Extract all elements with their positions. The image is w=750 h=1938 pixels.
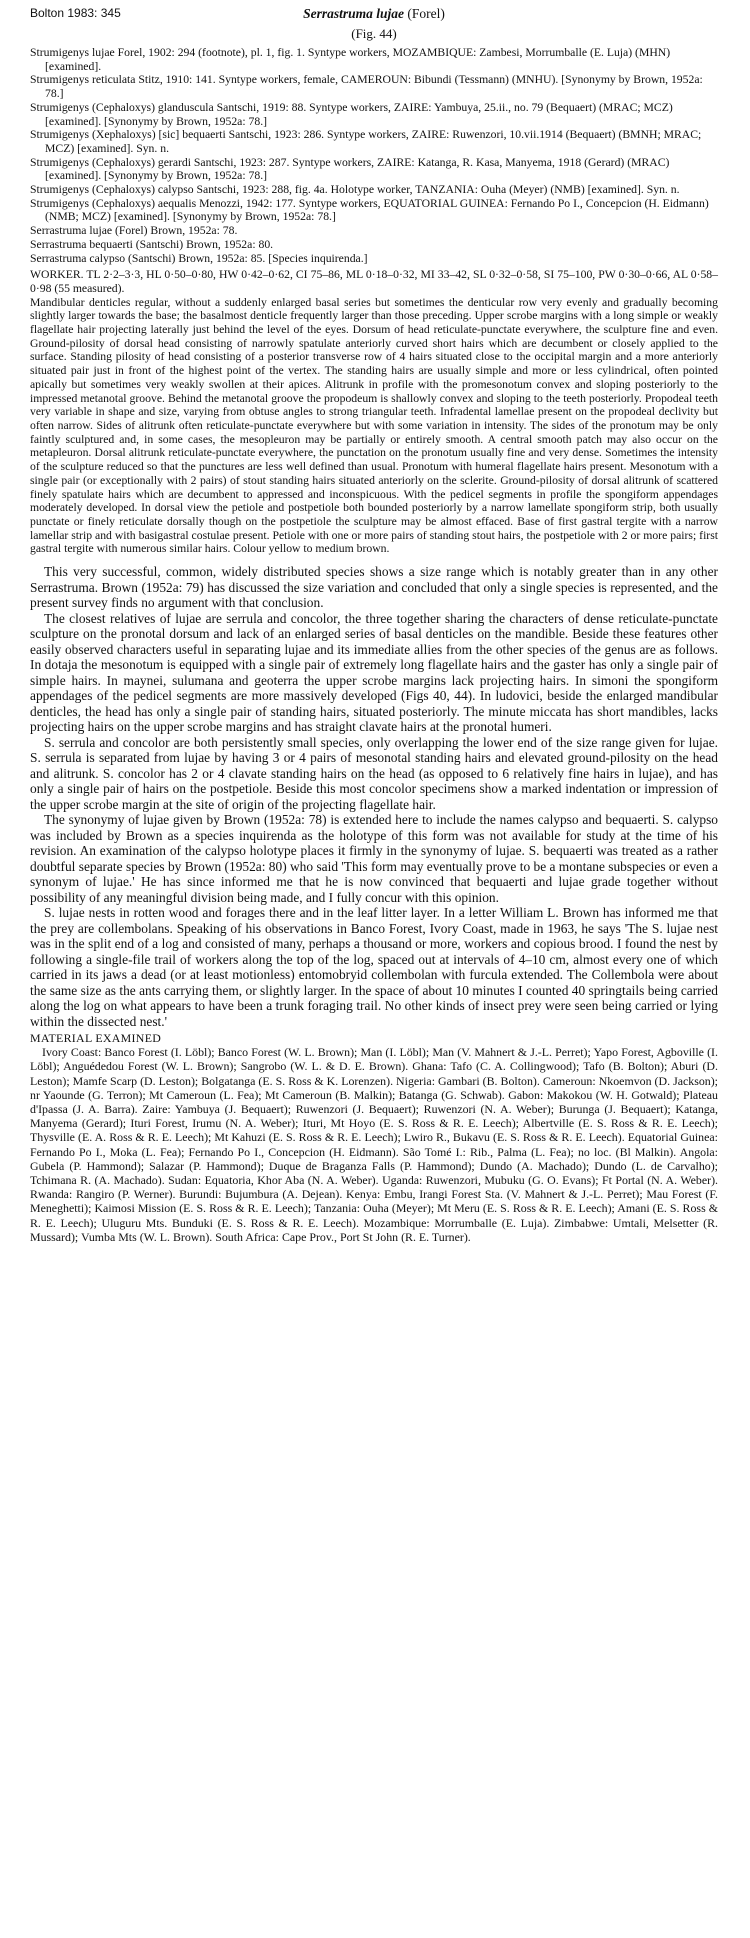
figure-reference: (Fig. 44) [351,26,397,41]
material-text: Ivory Coast: Banco Forest (I. Löbl); Banco Forest (W. L. Brown); Man (I. Löbl); Man (V. Mahnert & J.-L. Perret); Yapo Forest, Agboville (I. Löbl); Anguédedou Forest (W. L. Brown); Sangrobo (W. L. & D. E. Brown). Ghana: Tafo (C. A. Collingwood); Tafo (B. Bolton); Aburi (D. Leston); Mamfe Scarp (D. Leston); Bolgatanga (E. S. Ross & K. Lorenzen). Nigeria: Gambari (B. Bolton). Cameroun: Nkoemvon (D. Jackson); nr Yaounde (G. Terron); Mt Cameroun (L. Fea); Mt Cameroun (B. Malkin); Batanga (G. Schwab). Gabon: Makokou (W. H. Gotwald); Plateau d'Ipassa (J. A. Barra). Zaire: Yambuya (J. Bequaert); Ruwenzori (J. Bequaert); Ruwenzori (N. A. Weber); Burunga (J. Bequaert); Katanga, Manyema (Gerard); Ituri Forest, Irumu (N. A. Weber); Ituri, Mt Hoyo (E. S. Ross & R. E. Leech); Albertville (E. S. Ross & R. E. Leech); Thysville (E. A. Ross & R. E. Leech); Mt Kahuzi (E. S. Ross & R. E. Leech); Lwiro R., Bukavu (E. S. Ross & R. E. Leech). Equatorial Guinea: Fernando Po I., Moka (L. Fea); Fernando Po I., Concepcion (H. Eidmann). São Tomé I.: Rib., Palma (L. Fea); no loc. (Bl Malkin). Angola: Gubela (P. Hammond); Salazar (P. Hammond); Duque de Braganza Falls (P. Hammond); Dundo (A. Machado); Dundo (L. de Carvalho); Tchimana R. (A. Machado). Sudan: Equatoria, Khor Aba (N. A. Weber). Uganda: Ruwenzori, Mubuku (G. O. Evans); Ft Portal (N. A. Weber). Rwanda: Rangiro (P. Werner). Burundi: Bujumbura (A. Dejean). Kenya: Embu, Irangi Forest Sta. (V. Mahnert & J.-L. Perret); Mau Forest (F. Meneghetti); Kaimosi Mission (E. S. Ross & R. E. Leech); Tanzania: Ouha (Meyer); Mt Meru (E. S. Ross & R. E. Leech); Amani (E. S. Ross & R. E. Leech); Uluguru Mts. Bunduki (E. S. Ross & R. E. Leech). Mozambique: Morrumballe (E. Luja). Zimbabwe: Umtali, Melsetter (R. Mussard); Vumba Mts (W. L. Brown). South Africa: Cape Prov., Port St John (R. E. Turner). [30,1045,718,1244]
discussion [30,564,718,1029]
synonymy-entry: Strumigenys lujae Forel, 1902: 294 (footnote), pl. 1, fig. 1. Syntype workers, MOZAMBIQUE: Zambesi, Morrumballe (E. Luja) (MHN) [examined]. [30,46,671,73]
discussion-paragraph: S. lujae nests in rotten wood and forages there and in the leaf litter layer. In a letter William L. Brown has informed me that the prey are collembolans. Speaking of his observations in Banco Forest, Ivory Coast, made in 1963, he says 'The S. lujae nest was in the split end of a log and consisted of many, perhaps a thousand or more, workers and copious brood. I found the nest by following a single-file trail of workers along the top of the log, spaced out at intervals of 4–10 cm, almost every one of which carried in its jaws a dead (or at least motionless) entomobryid collembolan with furcula extended. The Collembola were about the same size as the ants carrying them, or slightly larger. In the space of about 10 minutes I counted 40 springtails being carried along the log on what appears to have been a trunk foraging trail. No other kinds of insect prey were seen being carried or lying within the dissected nest.' [30,905,718,1029]
synonymy-entry: Strumigenys (Cephaloxys) aequalis Menozzi, 1942: 177. Syntype workers, EQUATORIAL GUINEA: Fernando Po I., Concepcion (H. Eidmann) (NMB; MCZ) [examined]. [Synonymy by Brown, 1952a: 78.] [30,196,709,224]
synonymy-entry: Strumigenys (Xephaloxys) [sic] bequaerti Santschi, 1923: 286. Syntype workers, ZAIRE: Ruwenzori, 10.vii.1914 (Bequaert) (BMNH; MRAC; MCZ) [examined]. Syn. n. [30,128,702,155]
description-text: WORKER. TL 2·2–3·3, HL 0·50–0·80, HW 0·42–0·62, CI 75–86, ML 0·18–0·32, MI 33–42, SL 0·32–0·58, SI 75–100, PW 0·30–0·66, AL 0·58–0·98 (55 measured). Mandibular denticles regular, without a suddenly enlarged basal series but sometimes the denticular row very evenly and gradually becoming slightly larger towards the base; the basalmost denticle frequently larger than those preceding. Upper scrobe margins with a long simple or weakly flagellate hair projecting laterally just behind the level of the eyes. Dorsum of head reticulate-punctate everywhere, the sculpture fine and even. Ground-pilosity of dorsal head consisting of narrowly spatulate anteriorly curved short hairs which are decumbent or closely applied to the surface. Standing pilosity of head consisting of a posterior transverse row of 4 hairs situated close to the occipital margin and a more anteriorly situated pair just in front of the highest point of the vertex. The standing hairs are usually simple and more or less cylindrical, often pointed apically but sometimes very weakly swollen at their apices. Alitrunk in profile with the promesonotum convex and sloping posteriorly to the impressed metanotal groove. Behind the metanotal groove the propodeum is shallowly convex and sloping to the teeth posteriorly. Propodeal teeth very variable in shape and size, varying from obtuse angles to strong triangular teeth. Infradental lamellae present on the propodeal declivity but often narrow. Sides of alitrunk often reticulate-punctate everywhere but with some variation in intensity. The sides of the pronotum may be only faintly sculptured and, in some cases, the mesopleuron may be partially or entirely smooth. A central smooth patch may also occur on the metapleuron. Dorsal alitrunk reticulate-punctate everywhere, the punctation on the pronotum usually fine and very dense. Sometimes the intensity of the sculpture reduced so that the punctures are less well defined than usual. Pronotum with humeral flagellate hairs present. Mesonotum with a single pair (or exceptionally with 2 pairs) of stout standing hairs situated anteriorly on the sclerite. Ground-pilosity of dorsal alitrunk of scattered finely spatulate hairs which are decumbent to appressed and inconspicuous. With the pedicel segments in profile the spongiform appendages moderately developed. In dorsal view the petiole and postpetiole both bounded posteriorly by a narrow lamellate spongiform strip, both usually punctate or finely reticulate dorsally though on the postpetiole the sculpture may be almost effaced. Base of first gastral tergite with a narrow lamellar strip and with basigastral costulae present. Petiole with one or more pairs of standing stout hairs, the postpetiole with 2 or more pairs; first gastral tergite with numerous similar hairs. Colour yellow to medium brown. [30,268,718,556]
discussion-paragraph: S. serrula and concolor are both persistently small species, only overlapping the lower end of the size range given for lujae. S. serrula is separated from lujae by having 3 or 4 pairs of mesonotal standing hairs and elevated ground-pilosity on the head and alitrunk. S. concolor has 2 or 4 clavate standing hairs on the head (as opposed to 6 relatively fine hairs in lujae), and has only a single pair of hairs on the postpetiole. Beside this most concolor specimens show a marked indentation or impression of the upper scrobe margin at the site of origin of the projecting flagellate hair. [30,734,718,812]
species-author: (Forel) [404,6,445,21]
synonymy-entry: Serrastruma lujae (Forel) Brown, 1952a: 78. [30,224,238,238]
running-header [30,6,718,25]
page-citation: Bolton 1983: 345 [30,6,121,20]
synonymy-entry: Strumigenys (Cephaloxys) calypso Santschi, 1923: 288, fig. 4a. Holotype worker, TANZANIA: Ouha (Meyer) (NMB) [examined]. Syn. n. [30,183,680,197]
species-title [30,6,718,22]
material-examined [30,1031,718,1244]
discussion-paragraph: The synonymy of lujae given by Brown (1952a: 78) is extended here to include the names calypso and bequaerti. S. calypso was included by Brown as a species inquirenda as the holotype of this form was not available for study at the time of his revision. An examination of the calypso holotype places it firmly in the synonymy of lujae. S. bequaerti was treated as a rather doubtful separate species by Brown (1952a: 80) who said 'This form may eventually prove to be a montane subspecies or even a synonym of lujae.' He has since informed me that he is now convinced that bequaerti and lujae grade together without possibility of any meaningful division being made, and I fully concur with this opinion. [30,812,718,905]
synonymy-entry: Serrastruma bequaerti (Santschi) Brown, 1952a: 80. [30,237,274,251]
synonymy-entry: Serrastruma calypso (Santschi) Brown, 1952a: 85. [Species inquirenda.] [30,251,368,265]
synonymy-entry: Strumigenys (Cephaloxys) glanduscula Santschi, 1919: 88. Syntype workers, ZAIRE: Yambuya, 25.ii., no. 79 (Bequaert) (MRAC; MCZ) [examined]. [Synonymy by Brown, 1952a: 78.] [30,100,673,128]
synonymy-entry: Strumigenys (Cephaloxys) gerardi Santschi, 1923: 287. Syntype workers, ZAIRE: Katanga, R. Kasa, Manyema, 1918 (Gerard) (MRAC) [examined]. [Synonymy by Brown, 1952a: 78.] [30,155,670,183]
discussion-paragraph: This very successful, common, widely distributed species shows a size range which is notably greater than in any other Serrastruma. Brown (1952a: 79) has discussed the size variation and concluded that only a single species is represented, and the present survey finds no argument with that conclusion. [30,564,718,611]
synonymy-list [30,46,718,265]
material-heading: MATERIAL EXAMINED [30,1031,162,1046]
discussion-paragraph: The closest relatives of lujae are serrula and concolor, the three together sharing the characters of dense reticulate-punctate sculpture on the pronotal dorsum and lack of an enlarged series of basal denticles on the mandible. Beside these features other easily observed characters useful in separating lujae and its immediate allies from the other species of the genus are as follows. In dotaja the mesonotum is equipped with a single pair of extremely long flagellate hairs and the gaster has only a single pair of simple hairs. In maynei, sulumana and geoterra the upper scrobe margins lack projecting hairs. In simoni the spongiform appendages of the pedicel segments are more massively developed (Figs 40, 44). In ludovici, beside the enlarged mandibular denticles, the head has only a single pair of standing hairs, situated posteriorly. The minute miccata has short mandibles, lacks projecting hairs on the upper scrobe margins and has straight clavate hairs at the pronotal humeri. [30,610,718,735]
species-name: Serrastruma lujae [303,6,405,21]
worker-description [30,268,718,556]
synonymy-entry: Strumigenys reticulata Stitz, 1910: 141. Syntype workers, female, CAMEROUN: Bibundi (Tessmann) (MNHU). [Synonymy by Brown, 1952a: 78.] [30,73,703,101]
